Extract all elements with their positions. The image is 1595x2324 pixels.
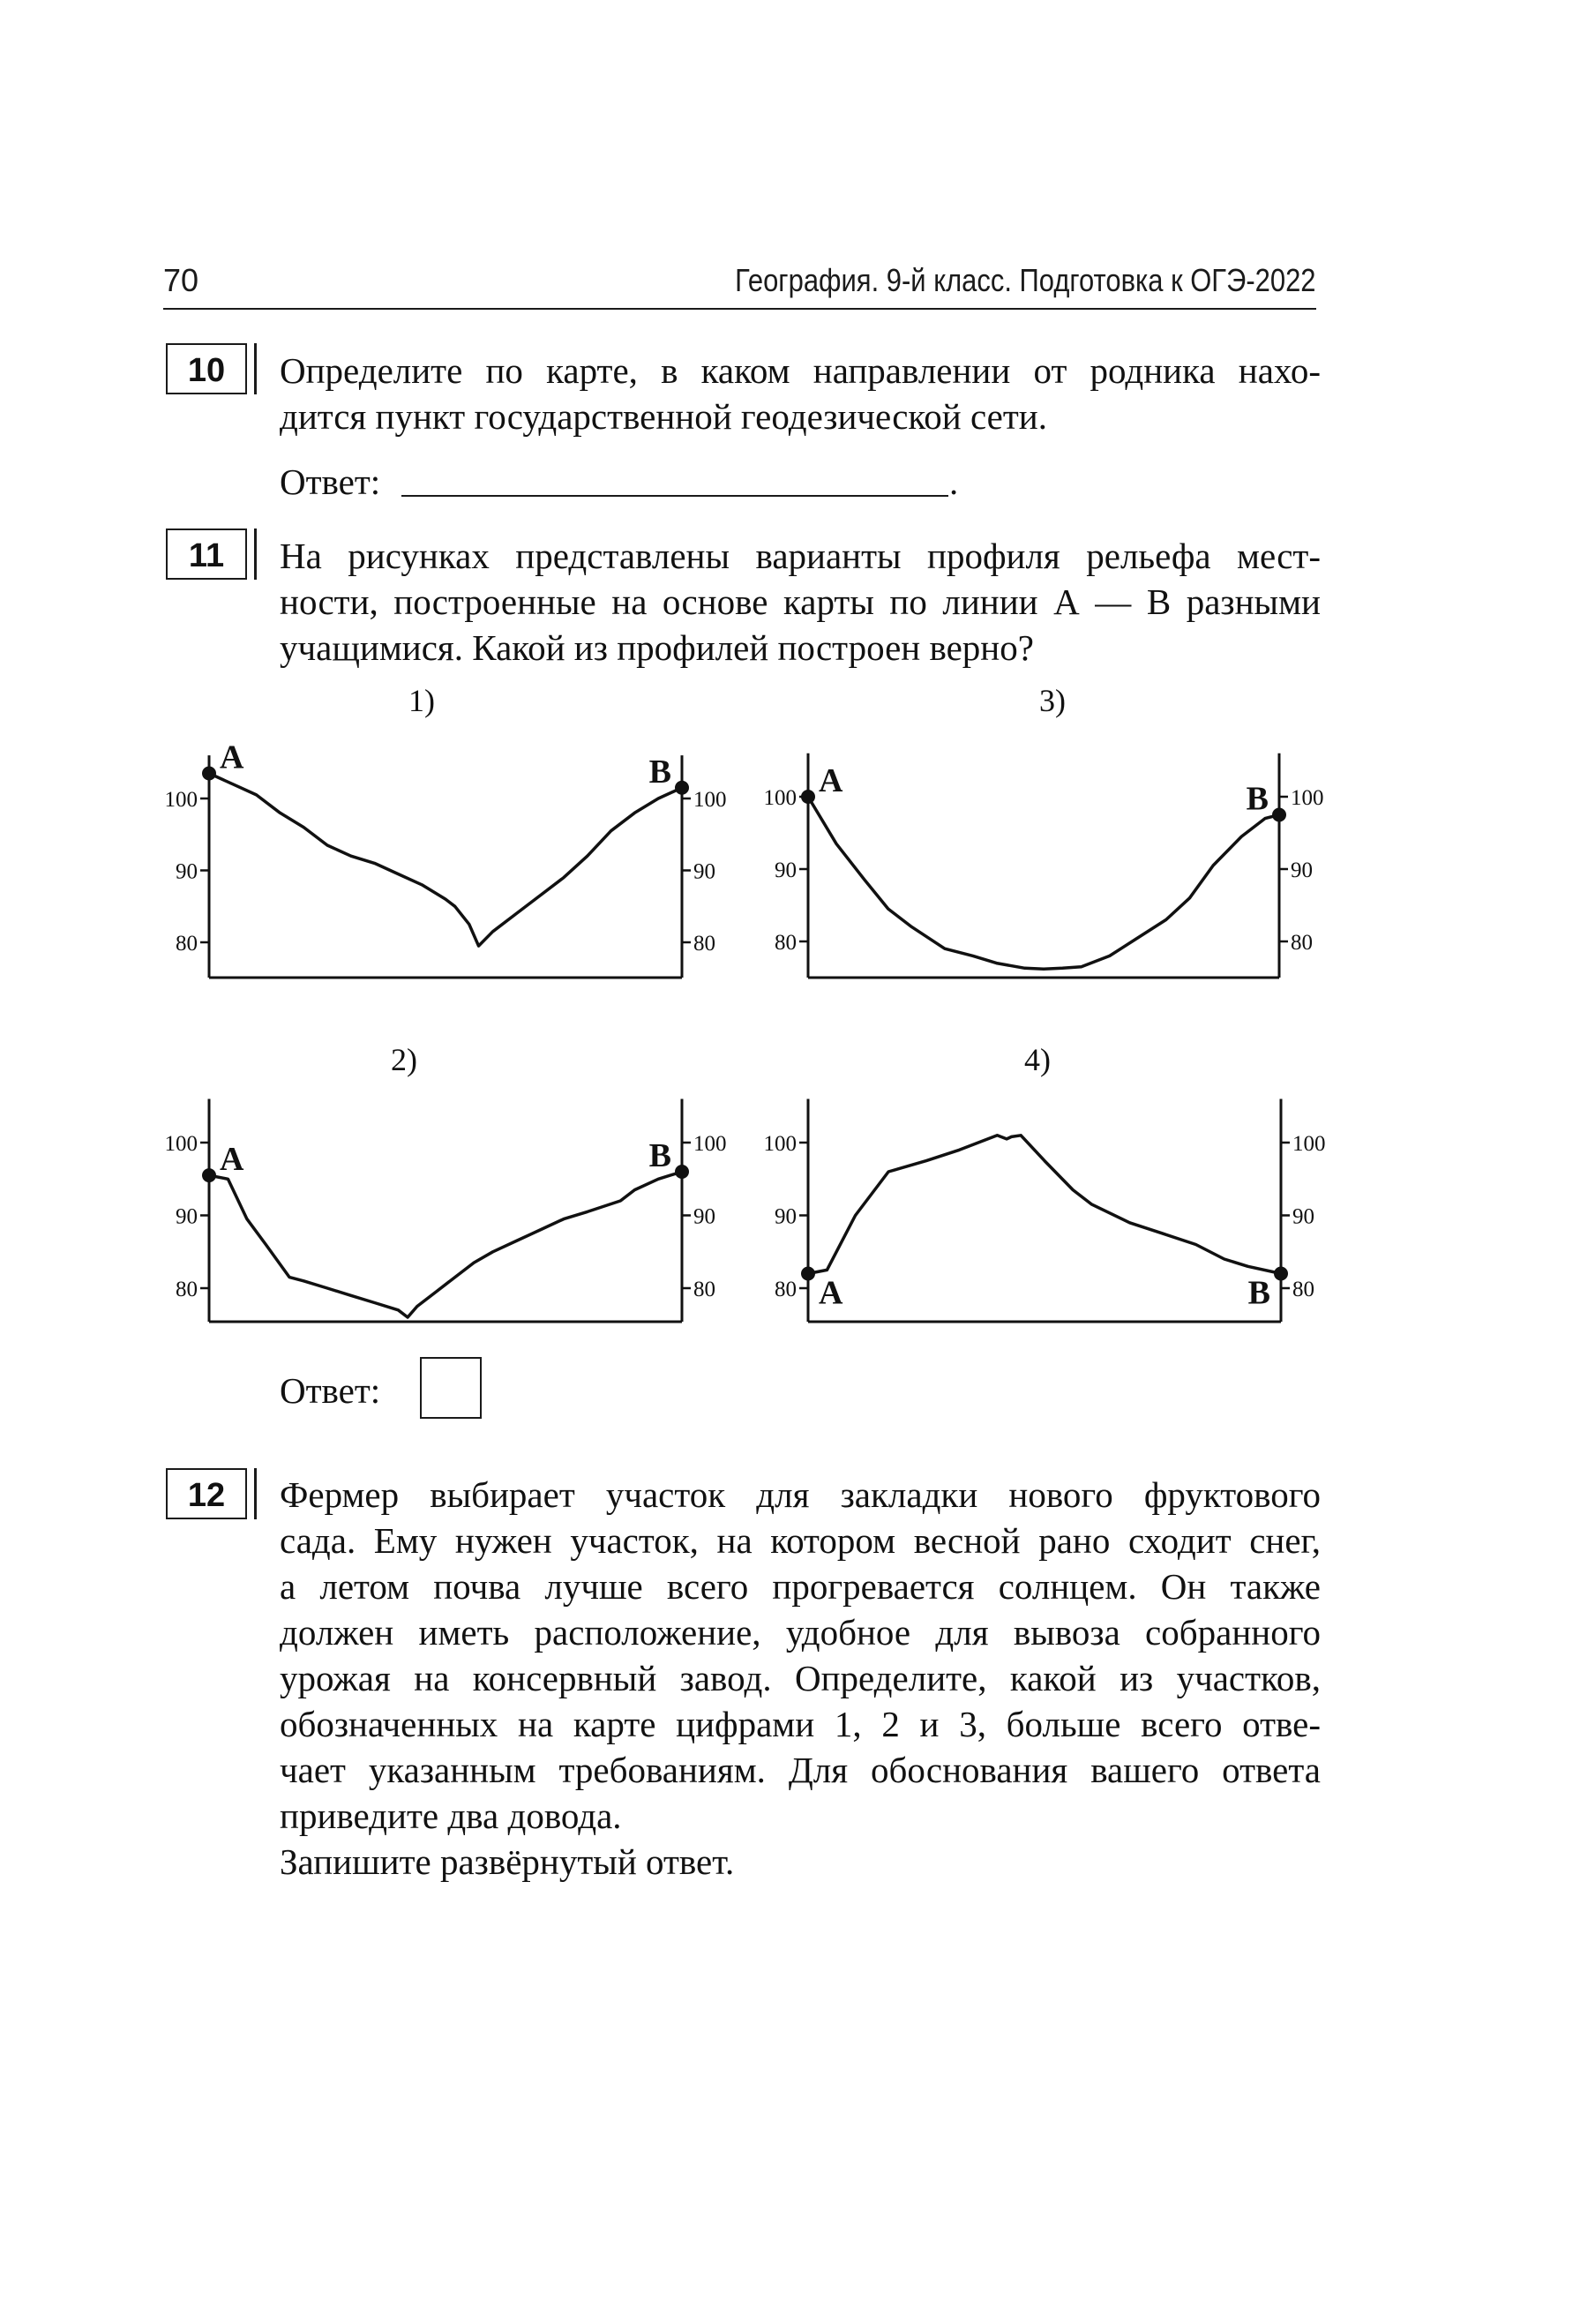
- profile-2-label-b: В: [648, 1137, 671, 1174]
- profile-4-label-b: В: [1247, 1274, 1270, 1312]
- profile-1-left-tick-label: 100: [164, 788, 198, 812]
- profile-4-label-a: А: [819, 1274, 843, 1312]
- profile-2-right-tick-label: 100: [693, 1132, 727, 1156]
- profiles-charts: [165, 738, 1326, 1322]
- profile-3-point-b: [1272, 808, 1286, 822]
- question-12-line-7: чает указанным требованиям. Для обоснования вашего ответа: [280, 1750, 1321, 1790]
- profile-3-left-tick-label: 100: [763, 786, 797, 810]
- question-11-answer-box[interactable]: [420, 1357, 482, 1419]
- question-12-bar: [254, 1468, 257, 1519]
- running-header-title: География. 9-й класс. Подготовка к ОГЭ-2022: [735, 262, 1316, 298]
- profile-3-left-tick-label: 90: [775, 858, 797, 882]
- profile-4-left-tick-label: 80: [775, 1278, 797, 1301]
- profile-4-right-tick-label: 80: [1292, 1278, 1314, 1301]
- question-10-line-1: Определите по карте, в каком направлении от родника нахо-: [280, 350, 1321, 391]
- question-10-line-2: дится пункт государственной геодезической сети.: [280, 396, 1047, 437]
- profile-3-label-a: А: [819, 762, 843, 799]
- question-12-line-4: должен иметь расположение, удобное для вывоза собранного: [280, 1612, 1321, 1653]
- profile-1-right-tick-label: 80: [693, 932, 715, 956]
- profile-2-point-b: [675, 1165, 689, 1179]
- question-12-line-9: Запишите развёрнутый ответ.: [280, 1841, 735, 1882]
- profile-4: [764, 1099, 1326, 1323]
- profile-3-left-tick-label: 80: [775, 931, 797, 955]
- profile-2-left-tick-label: 100: [164, 1132, 198, 1156]
- question-11-line-3: учащимися. Какой из профилей построен верно?: [280, 627, 1034, 668]
- profile-4-right-tick-label: 100: [1292, 1132, 1326, 1156]
- profile-4-right-tick-label: 90: [1292, 1204, 1314, 1229]
- profile-1: [165, 738, 727, 978]
- question-11-answer-label: Ответ:: [280, 1370, 381, 1411]
- question-10-answer-end: .: [949, 461, 959, 502]
- profile-1-label: 1): [408, 683, 435, 718]
- question-12-number: 12: [166, 1468, 247, 1519]
- profile-2: [165, 1099, 727, 1323]
- question-10-number: 10: [166, 343, 247, 394]
- question-11-number: 11: [166, 529, 247, 580]
- profile-4-left-tick-label: 90: [775, 1204, 797, 1229]
- profile-3-right-tick-label: 80: [1291, 931, 1313, 955]
- profile-4-point-b: [1274, 1267, 1288, 1281]
- profile-2-right-tick-label: 80: [693, 1278, 715, 1301]
- profile-2-label: 2): [391, 1042, 417, 1077]
- profile-1-right-tick-label: 100: [693, 788, 727, 812]
- question-11-line-1: На рисунках представлены варианты профиля рельефа мест-: [280, 536, 1321, 576]
- question-10-answer-label: Ответ:: [280, 461, 381, 502]
- profile-3-right-tick-label: 100: [1291, 786, 1324, 810]
- question-12-line-5: урожая на консервный завод. Определите, какой из участков,: [280, 1658, 1321, 1698]
- question-12-line-3: а летом почва лучше всего прогревается солнцем. Он также: [280, 1566, 1321, 1607]
- profile-1-left-tick-label: 90: [176, 859, 198, 884]
- profile-1-point-b: [675, 781, 689, 795]
- profile-2-label-a: А: [220, 1141, 244, 1179]
- question-12-line-1: Фермер выбирает участок для закладки нового фруктового: [280, 1474, 1321, 1515]
- profile-3-right-tick-label: 90: [1291, 858, 1313, 882]
- question-12-line-8: приведите два довода.: [280, 1795, 622, 1836]
- question-12-text: [280, 1472, 1321, 1885]
- page-number: 70: [163, 262, 199, 298]
- profile-4-point-a: [801, 1267, 815, 1281]
- profile-3-point-a: [801, 790, 815, 804]
- question-12-line-2: сада. Ему нужен участок, на котором весной рано сходит снег,: [280, 1520, 1321, 1561]
- profile-1-right-tick-label: 90: [693, 859, 715, 884]
- question-12-line-6: обозначенных на карте цифрами 1, 2 и 3, больше всего отве-: [280, 1704, 1321, 1744]
- profile-1-label-a: А: [220, 738, 244, 776]
- profile-4-label: 4): [1024, 1042, 1051, 1077]
- profile-2-left-tick-label: 80: [176, 1278, 198, 1301]
- profile-2-right-tick-label: 90: [693, 1204, 715, 1229]
- profile-1-left-tick-label: 80: [176, 932, 198, 956]
- profile-3-label: 3): [1039, 683, 1066, 718]
- profile-3-line: [808, 797, 1279, 969]
- profile-4-left-tick-label: 100: [763, 1132, 797, 1156]
- profile-3-label-b: В: [1246, 780, 1269, 818]
- profile-1-point-a: [202, 766, 216, 780]
- profile-1-line: [209, 774, 682, 947]
- profile-2-left-tick-label: 90: [176, 1204, 198, 1229]
- profile-3: [764, 753, 1324, 978]
- profile-1-label-b: В: [648, 753, 671, 791]
- profile-4-line: [808, 1136, 1281, 1274]
- question-11-line-2: ности, построенные на основе карты по линии А — В разными: [280, 581, 1321, 622]
- profile-2-point-a: [202, 1168, 216, 1182]
- profile-2-line: [209, 1172, 682, 1317]
